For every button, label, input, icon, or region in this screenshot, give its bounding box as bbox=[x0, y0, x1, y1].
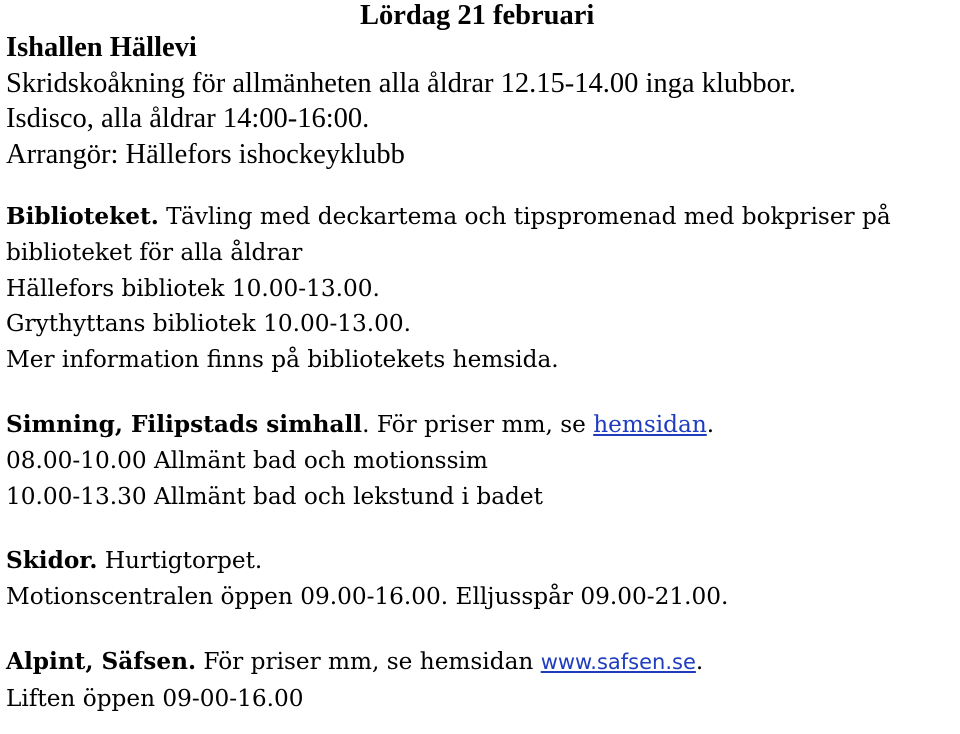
spacer bbox=[6, 172, 956, 199]
section-biblioteket bbox=[6, 199, 956, 378]
biblioteket-line-2: Hällefors bibliotek 10.00-13.00. bbox=[6, 274, 380, 302]
simning-after-link: . bbox=[706, 410, 715, 438]
alpint-heading: Alpint, Säfsen. bbox=[6, 647, 197, 675]
section-simning bbox=[6, 407, 956, 514]
page-title: Lördag 21 februari bbox=[360, 0, 595, 31]
ishallen-heading: Ishallen Hällevi bbox=[6, 32, 197, 63]
section-ishallen bbox=[6, 30, 956, 172]
simning-line-2: 10.00-13.30 Allmänt bad och lekstund i badet bbox=[6, 482, 543, 510]
title-row bbox=[6, 0, 956, 30]
biblioteket-heading-rest: Tävling med deckartema och tipspromenad med bokpriser på bbox=[158, 203, 891, 230]
simning-heading-rest: . För priser mm, se bbox=[362, 410, 594, 438]
alpint-heading-line bbox=[6, 644, 956, 681]
biblioteket-line-1: biblioteket för alla åldrar bbox=[6, 238, 303, 266]
simning-heading-line bbox=[6, 407, 956, 443]
spacer bbox=[6, 378, 956, 407]
simning-line-1: 08.00-10.00 Allmänt bad och motionssim bbox=[6, 446, 488, 474]
simning-hemsidan-link[interactable]: hemsidan bbox=[593, 410, 707, 438]
skidor-line-1: Motionscentralen öppen 09.00-16.00. Elljusspår 09.00-21.00. bbox=[6, 583, 729, 611]
ishallen-line-2: Isdisco, alla åldrar 14:00-16:00. bbox=[6, 103, 370, 134]
section-alpint bbox=[6, 644, 956, 717]
alpint-line-1: Liften öppen 09-00-16.00 bbox=[6, 684, 304, 712]
biblioteket-line-4: Mer information finns på bibliotekets hemsida. bbox=[6, 346, 559, 374]
spacer bbox=[6, 615, 956, 644]
skidor-heading: Skidor. bbox=[6, 547, 98, 575]
spacer bbox=[6, 514, 956, 543]
skidor-heading-line bbox=[6, 543, 956, 579]
ishallen-line-1: Skridskoåkning för allmänheten alla åldrar 12.15-14.00 inga klubbor. bbox=[6, 67, 796, 99]
ishallen-line-3: Arrangör: Hällefors ishockeyklubb bbox=[6, 138, 405, 170]
safsen-link[interactable]: www.safsen.se bbox=[540, 649, 696, 674]
alpint-heading-rest: För priser mm, se hemsidan bbox=[196, 647, 541, 675]
biblioteket-heading: Biblioteket. bbox=[6, 203, 159, 230]
section-skidor bbox=[6, 543, 956, 615]
alpint-after-link: . bbox=[695, 647, 704, 675]
document-page bbox=[6, 0, 956, 717]
skidor-heading-rest: Hurtigtorpet. bbox=[97, 547, 263, 575]
biblioteket-heading-line bbox=[6, 199, 956, 235]
biblioteket-line-3: Grythyttans bibliotek 10.00-13.00. bbox=[6, 310, 412, 338]
simning-heading: Simning, Filipstads simhall bbox=[6, 410, 363, 438]
